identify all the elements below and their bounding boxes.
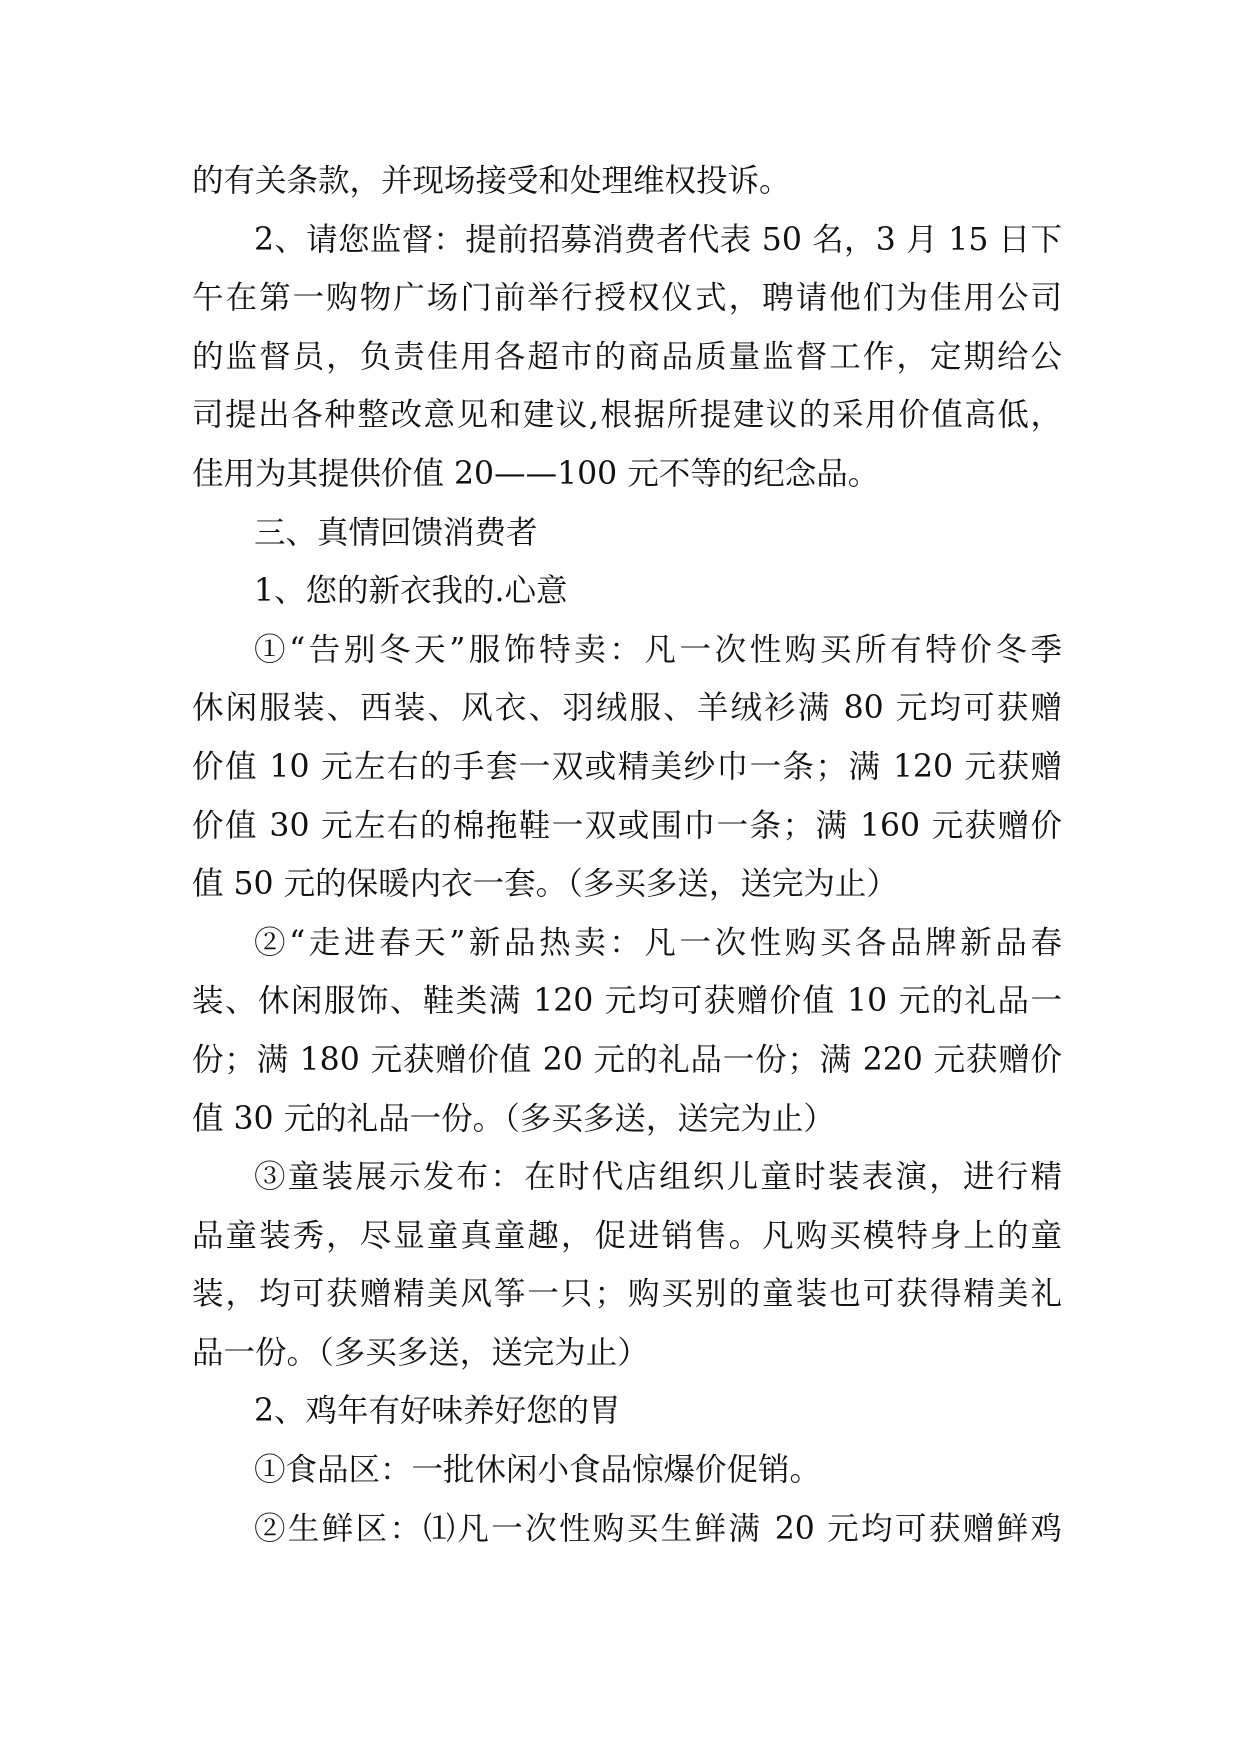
subsection-heading: 1、您的新衣我的.心意	[254, 573, 568, 610]
text-line: ①食品区：一批休闲小食品惊爆价促销。	[254, 1452, 822, 1489]
text-line: ②“走进春天”新品热卖：凡一次性购买各品牌新品春	[254, 924, 1062, 961]
text-line: 装，均可获赠精美风筝一只；购买别的童装也可获得精美礼	[192, 1276, 1062, 1313]
text-line: 值 30 元的礼品一份。（多买多送，送完为止）	[192, 1100, 835, 1137]
text-line: ②生鲜区：⑴凡一次性购买生鲜满 20 元均可获赠鲜鸡	[254, 1510, 1062, 1547]
subsection-heading: 2、鸡年有好味养好您的胃	[254, 1393, 621, 1430]
section-heading: 三、真情回馈消费者	[254, 514, 538, 551]
text-line: ③童装展示发布：在时代店组织儿童时装表演，进行精	[254, 1159, 1062, 1196]
text-line: 司提出各种整改意见和建议,根据所提建议的采用价值高低，	[192, 397, 1062, 434]
text-line: 品一份。（多买多送，送完为止）	[192, 1334, 649, 1371]
text-line: 休闲服装、西装、风衣、羽绒服、羊绒衫满 80 元均可获赠	[192, 690, 1062, 727]
text-line: 佳用为其提供价值 20——100 元不等的纪念品。	[192, 455, 880, 492]
text-line: 份；满 180 元获赠价值 20 元的礼品一份；满 220 元获赠价	[192, 1041, 1062, 1078]
text-line: 值 50 元的保暖内衣一套。（多买多送，送完为止）	[192, 866, 898, 903]
text-line: ①“告别冬天”服饰特卖：凡一次性购买所有特价冬季	[254, 631, 1062, 668]
text-line: 的有关条款，并现场接受和处理维权投诉。	[192, 163, 791, 199]
text-line: 装、休闲服饰、鞋类满 120 元均可获赠价值 10 元的礼品一	[192, 983, 1062, 1020]
text-line: 品童装秀，尽显童真童趣，促进销售。凡购买模特身上的童	[192, 1217, 1062, 1254]
text-line: 的监督员，负责佳用各超市的商品质量监督工作，定期给公	[192, 338, 1062, 375]
text-line: 价值 10 元左右的手套一双或精美纱巾一条；满 120 元获赠	[192, 748, 1062, 785]
text-line: 2、请您监督：提前招募消费者代表 50 名，3 月 15 日下	[254, 221, 1062, 258]
text-line: 价值 30 元左右的棉拖鞋一双或围巾一条；满 160 元获赠价	[192, 807, 1062, 844]
document-body	[192, 152, 1062, 1558]
text-line: 午在第一购物广场门前举行授权仪式，聘请他们为佳用公司	[192, 280, 1062, 317]
